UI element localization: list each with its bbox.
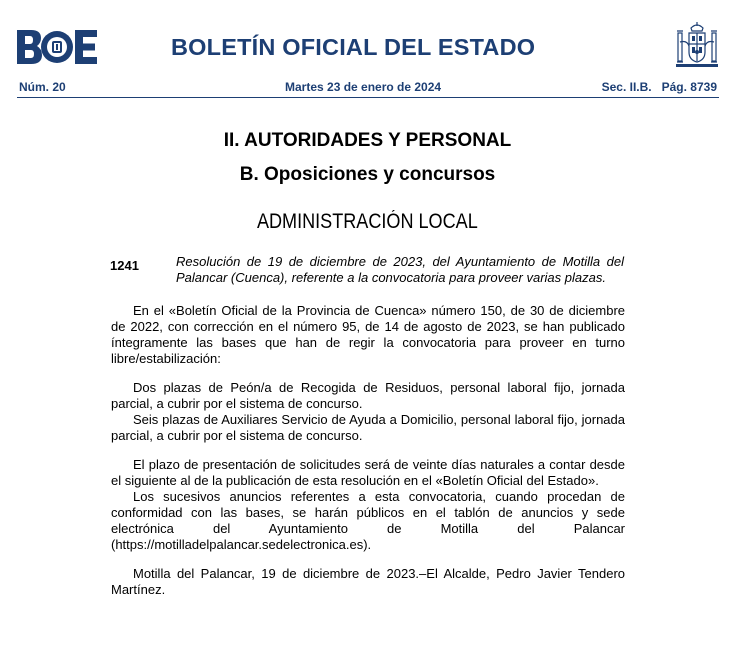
section-page: Sec. II.B. Pág. 8739	[601, 80, 717, 94]
paragraph: En el «Boletín Oficial de la Provincia de Cuenca» número 150, de 30 de diciembre de 2022, con corrección en el número 95, de 14 de agosto de 2023, se han publicado íntegramente las bases que han de regir la convocatoria para proveer en turno libre/estabilización:	[111, 303, 625, 366]
boe-logo-icon	[17, 30, 97, 64]
paragraph: Los sucesivos anuncios referentes a esta convocatoria, cuando procedan de conformidad con las bases, se harán públicos en el tablón de anuncios y sede electrónica del Ayuntamiento de Motilla del Palancar (https://motilladelpalancar.sedelectronica.es).	[111, 489, 625, 552]
signature-line: Motilla del Palancar, 19 de diciembre de 2023.–El Alcalde, Pedro Javier Tendero Martínez.	[111, 566, 625, 597]
section-subtitle: B. Oposiciones y concursos	[239, 164, 496, 185]
administration-heading-text: ADMINISTRACIÓN LOCAL	[257, 210, 478, 233]
administration-heading	[0, 210, 735, 234]
issue-number: Núm. 20	[19, 80, 66, 94]
paragraph: Dos plazas de Peón/a de Recogida de Residuos, personal laboral fijo, jornada parcial, a cubrir por el sistema de concurso.	[111, 380, 625, 411]
entry-number: 1241	[110, 258, 139, 273]
paragraph: El plazo de presentación de solicitudes será de veinte días naturales a contar desde el siguiente al de la publicación de esta resolución en el «Boletín Oficial del Estado».	[111, 457, 625, 488]
coat-of-arms-icon	[675, 22, 719, 68]
entry-title: Resolución de 19 de diciembre de 2023, del Ayuntamiento de Motilla del Palancar (Cuenca), referente a la convocatoria para proveer varias plazas.	[176, 254, 624, 285]
issue-date: Martes 23 de enero de 2024	[285, 80, 442, 94]
header-divider	[17, 97, 719, 98]
section-title: II. AUTORIDADES Y PERSONAL	[223, 130, 512, 151]
gazette-title: BOLETÍN OFICIAL DEL ESTADO	[171, 34, 536, 60]
paragraph: Seis plazas de Auxiliares Servicio de Ayuda a Domicilio, personal laboral fijo, jornada parcial, a cubrir por el sistema de concurso.	[111, 412, 625, 443]
document-body	[111, 303, 625, 611]
